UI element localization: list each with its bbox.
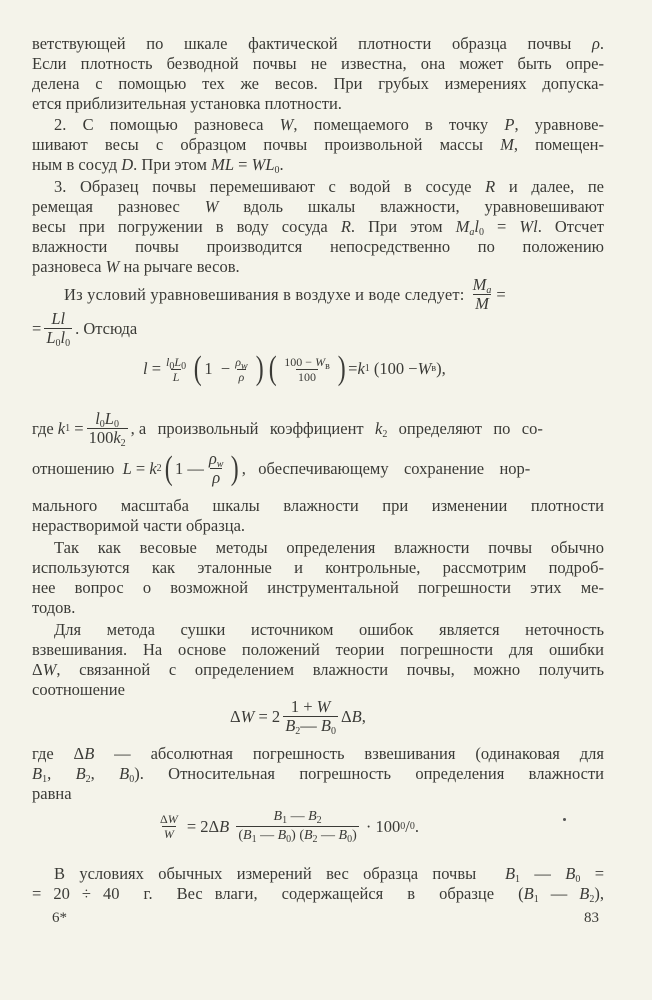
text-line: используются как эталонные и контрольные, рассмотрим подроб- xyxy=(32,558,604,577)
text-line: ремещая разновес W вдоль шкалы влажности, уравновешивают xyxy=(32,197,604,216)
text-line: нее вопрос о возможной инструментальной погрешности этих ме- xyxy=(32,578,604,597)
text-line: ΔW, связанной с определением влажности почвы, можно получить xyxy=(32,660,604,679)
text-line: весы при погружении в воду сосуда R. При этом $M_al_0 = Wl$. Отсчет xyxy=(32,217,605,238)
text-line: взвешивания. На основе положений теории погрешности для ошибки xyxy=(32,640,604,659)
fraction: $\frac{100 - W_в}{100}$ xyxy=(284,354,330,384)
ratio-line: Из условий уравновешивания в воздухе и воде следует: $\frac{M_a}{M}$ = xyxy=(64,275,506,313)
text-line: = 20 ÷ 40 г. Вес влаги, содержащейся в образце ($B_1$ — $B_2$), xyxy=(32,884,605,905)
fraction: $\frac{\rho_w}{\rho}$ xyxy=(235,354,248,384)
text-fragment: обеспечивающему сохранение нор- xyxy=(258,458,531,478)
text-line: ветствующей по шкале фактической плотности образца почвы ρ. xyxy=(32,34,604,53)
text-line: делена с помощью тех же весов. При грубых измерениях допуска- xyxy=(32,74,604,93)
text-fragment: Из условий уравновешивания в воздухе и воде следует: xyxy=(64,284,465,304)
text-line: В условиях обычных измерений вес образца почвы $B_1$ — $B_0$ = xyxy=(54,864,605,885)
text-line: мального масштаба шкалы влажности при изменении плотности xyxy=(32,496,604,515)
fraction: $\frac{l_0L_0}{100k_2}$ xyxy=(88,409,126,449)
text-line: Для метода сушки источником ошибок является неточность xyxy=(54,620,604,639)
text-line: шивают весы с образцом почвы произвольной массы M, помещен- xyxy=(32,135,604,154)
text-line: $B_1$, $B_2$, $B_0$). Относительная погрешность определения влажности xyxy=(32,764,605,785)
text-line: разновеса W на рычаге весов. xyxy=(32,257,240,276)
page-number: 83 xyxy=(584,910,599,926)
formula-relative: $\frac{\Delta W}{W}$ = 2Δ B $\frac{B_1 — B_2}{(B_1 — B_0) (B_2 — B_0)}$ · 100 0 / 0 . xyxy=(160,809,419,845)
fraction: $\frac{\rho_w}{\rho}$ xyxy=(208,449,224,487)
text-line: Если плотность безводной почвы не известна, она может быть опре- xyxy=(32,54,604,73)
fraction: $\frac{1 + W}{B_2— B_0}$ xyxy=(285,697,336,737)
text-line: ным в сосуд D. При этом ML = $WL_0$. xyxy=(32,155,284,176)
text-line: равна xyxy=(32,784,72,803)
formula-L: отношению L = k 2 ( 1 — $\frac{\rho_w}{\rho}$ ) , обеспечивающему сохранение нор- xyxy=(32,449,531,487)
text-line: 2. С помощью разновеса W, помещаемого в точку P, уравнове- xyxy=(54,115,604,134)
text-line: соотношение xyxy=(32,680,125,699)
signature-mark: 6* xyxy=(52,910,67,926)
text-line: тодов. xyxy=(32,598,76,617)
text-line: где ΔB — абсолютная погрешность взвешивания (одинаковая для xyxy=(32,744,605,763)
fraction: $\frac{M_a}{M}$ xyxy=(472,275,492,313)
fraction: $\frac{l_0L_0}{L}$ xyxy=(166,354,187,384)
print-speck xyxy=(563,818,566,821)
formula-l: l = $\frac{l_0L_0}{L}$ ( 1 − $\frac{\rho_w}{\rho}$ ) ( $\frac{100 - W_в}{100}$ ) = k 1 (100 − W в ), xyxy=(143,350,446,387)
text-line: 3. Образец почвы перемешивают с водой в сосуде R и далее, пе xyxy=(54,177,604,196)
fraction: $\frac{B_1 — B_2}{(B_1 — B_0) (B_2 — B_0)}$ xyxy=(238,809,357,845)
fraction: $\frac{Ll}{L_0l_0}$ xyxy=(46,309,71,349)
formula-k1: где k 1 = $\frac{l_0L_0}{100k_2}$ , а произвольный коэффициент $k_2$ определяют по со- xyxy=(32,409,543,449)
fraction: $\frac{\Delta W}{W}$ xyxy=(160,812,178,841)
text-fragment: Отсюда xyxy=(83,318,138,338)
text-line: нерастворимой части образца. xyxy=(32,516,246,535)
ratio-line-cont: = $\frac{Ll}{L_0l_0}$ . Отсюда xyxy=(32,309,138,349)
text-line: Так как весовые методы определения влажности почвы обычно xyxy=(54,538,604,557)
text-line: влажности почвы производится непосредственно по положению xyxy=(32,237,604,256)
text-line: ется приблизительная установка плотности. xyxy=(32,94,342,113)
text-fragment: где xyxy=(32,418,54,438)
formula-dW: Δ W = 2 $\frac{1 + W}{B_2— B_0}$ Δ B , xyxy=(230,697,366,737)
text-fragment: отношению xyxy=(32,458,115,478)
